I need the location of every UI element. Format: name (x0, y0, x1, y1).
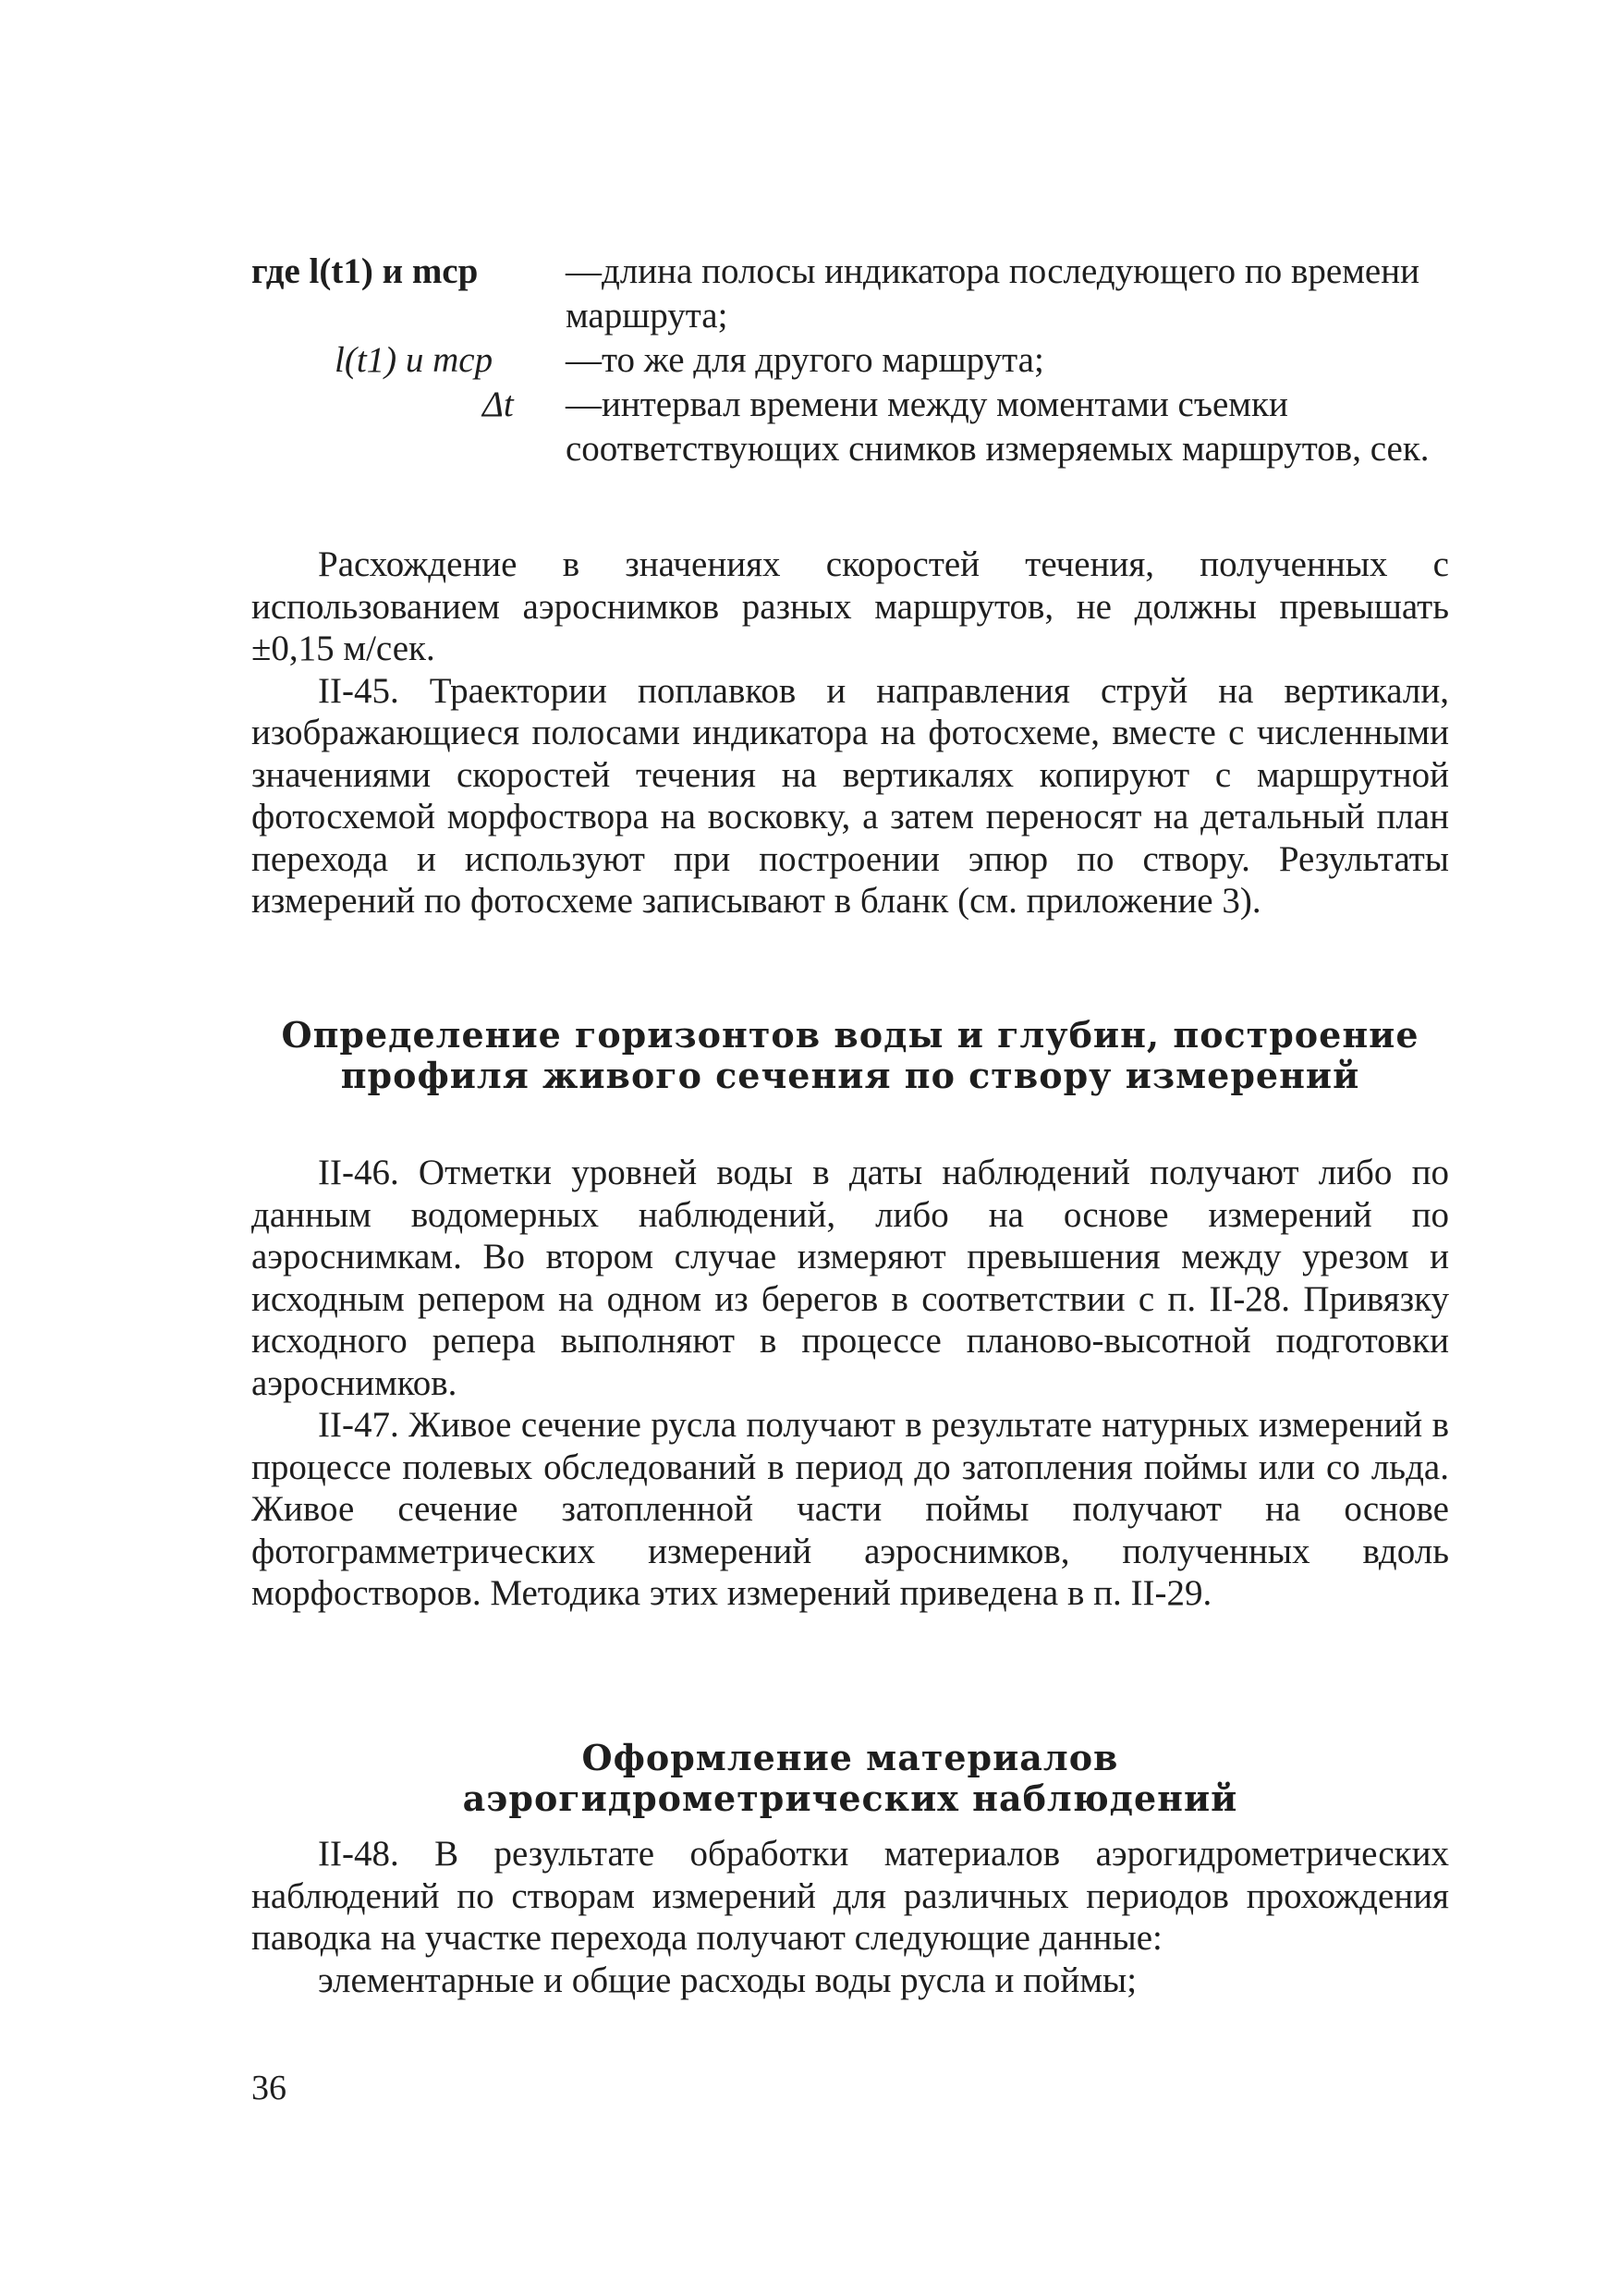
section-heading: Определение горизонтов воды и глубин, построение профиля живого сечения по створу измерений (281, 1014, 1419, 1096)
body-section-1 (251, 543, 1449, 922)
definition-row (251, 383, 1453, 516)
definition-text: —длина полосы индикатора последующего по времени маршрута; (566, 251, 1419, 336)
page-number: 36 (251, 2069, 286, 2107)
paragraph: элементарные и общие расходы воды русла и поймы; (318, 1960, 1138, 2000)
section-heading: Оформление материалов аэрогидрометрических наблюдений (462, 1737, 1238, 1819)
paragraph: II-48. В результате обработки материалов аэрогидрометрических наблюдений по створам измерений для различных периодов прохождения паводка на участке перехода получают следующие данные: (251, 1834, 1449, 1958)
definition-row (251, 338, 1453, 383)
definitions-block (251, 250, 1453, 516)
paragraph: II-45. Траектории поплавков и направления струй на вертикали, изображающиеся полосами индикатора на фотосхеме, вместе с численными значениями скоростей течения на вертикалях копируют с маршрутной фотосхемой морфоствора на восковку, а затем переносят на детальный план перехода и используют при построении эпюр по створу. Результаты измерений по фотосхеме записывают в бланк (см. приложение 3). (251, 670, 1449, 921)
paragraph: II-47. Живое сечение русла получают в результате натурных измерений в процессе полевых обследований в период до затопления поймы или со льда. Живое сечение затопленной части поймы получают на основе фотограмметрических измерений аэроснимков, полученных вдоль морфостворов. Методика этих измерений приведена в п. II-29. (251, 1405, 1449, 1613)
definition-text: —то же для другого маршрута; (566, 340, 1044, 380)
definition-term: где l(t1) и mср (251, 251, 479, 291)
definition-row (251, 250, 1453, 338)
paragraph: II-46. Отметки уровней воды в даты наблюдений получают либо по данным водомерных наблюдений, либо на основе измерений по аэроснимкам. Во втором случае измеряют превышения между урезом и исходным репером на одном из берегов в соответствии с п. II-28. Привязку исходного репера выполняют в процессе планово-высотной подготовки аэроснимков. (251, 1153, 1449, 1403)
definition-text: —интервал времени между моментами съемки соответствующих снимков измеряемых маршрутов, сек. (566, 385, 1430, 469)
definition-term: Δt (482, 385, 514, 424)
paragraph: Расхождение в значениях скоростей течения, полученных с использованием аэроснимков разных маршрутов, не должны превышать ±0,15 м/сек. (251, 544, 1449, 668)
body-section-2 (251, 1152, 1449, 1615)
definition-term: l(t1) и mср (335, 340, 493, 380)
body-section-3 (251, 1833, 1449, 2001)
